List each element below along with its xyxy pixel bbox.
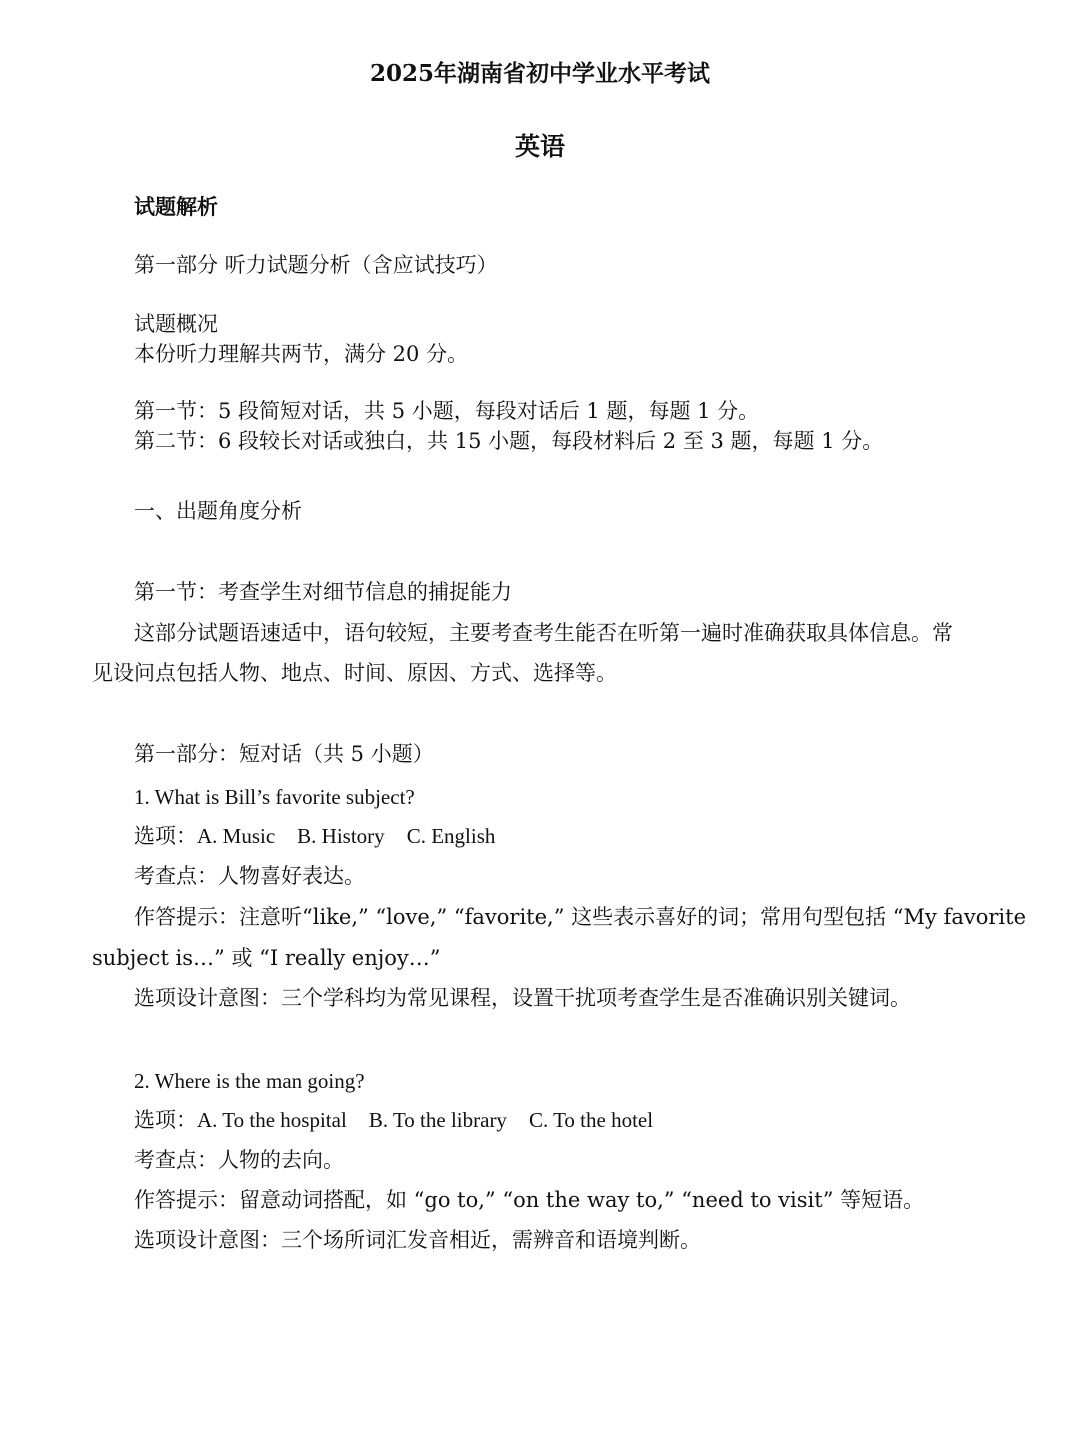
angle-heading: 一、出题角度分析 [134, 499, 302, 523]
options-label: 选项： [134, 1108, 197, 1132]
options-label: 选项： [134, 824, 197, 848]
overview-heading: 试题概况 [134, 312, 218, 336]
overview-text: 本份听力理解共两节，满分 20 分。 [134, 342, 469, 366]
section1-paragraph-line1: 这部分试题语速适中，语句较短，主要考查考生能否在听第一遍时准确获取具体信息。常 [134, 621, 953, 645]
question-1-options [134, 822, 495, 850]
option-b: B. History [297, 824, 385, 848]
question-2-tip: 作答提示：留意动词搭配，如 “go to,” “on the way to,” “need to visit” 等短语。 [134, 1188, 925, 1212]
document-title: 2025年湖南省初中学业水平考试 [369, 60, 710, 87]
section2-description: 第二节：6 段较长对话或独白，共 15 小题，每段材料后 2 至 3 题，每题 1 分。 [134, 429, 884, 453]
question-2-intent: 选项设计意图：三个场所词汇发音相近，需辨音和语境判断。 [134, 1228, 701, 1252]
option-b: B. To the library [368, 1108, 507, 1132]
subject-title: 英语 [514, 132, 565, 161]
option-a: A. Music [197, 824, 276, 848]
option-c: C. English [406, 824, 496, 848]
analysis-heading: 试题解析 [134, 194, 218, 219]
question-1-tip-line2: subject is…” 或 “I really enjoy…” [92, 946, 441, 970]
question-1-point: 考查点：人物喜好表达。 [134, 864, 365, 888]
question-2-point: 考查点：人物的去向。 [134, 1148, 344, 1172]
question-1: 1. What is Bill’s favorite subject? [134, 785, 415, 809]
section1-heading: 第一节：考查学生对细节信息的捕捉能力 [134, 580, 512, 604]
question-2: 2. Where is the man going? [134, 1069, 365, 1093]
question-1-intent: 选项设计意图：三个学科均为常见课程，设置干扰项考查学生是否准确识别关键词。 [134, 986, 911, 1010]
option-c: C. To the hotel [528, 1108, 654, 1132]
option-a: A. To the hospital [197, 1108, 347, 1132]
section1-description: 第一节：5 段简短对话，共 5 小题，每段对话后 1 题，每题 1 分。 [134, 399, 760, 423]
section1-paragraph-line2: 见设问点包括人物、地点、时间、原因、方式、选择等。 [92, 661, 617, 685]
short-dialog-heading: 第一部分：短对话（共 5 小题） [134, 742, 434, 766]
part1-heading: 第一部分 听力试题分析（含应试技巧） [134, 253, 498, 277]
question-2-options [134, 1106, 653, 1134]
question-1-tip-line1: 作答提示：注意听“like,” “love,” “favorite,” 这些表示喜好的词；常用句型包括 “My favorite [134, 905, 1026, 929]
